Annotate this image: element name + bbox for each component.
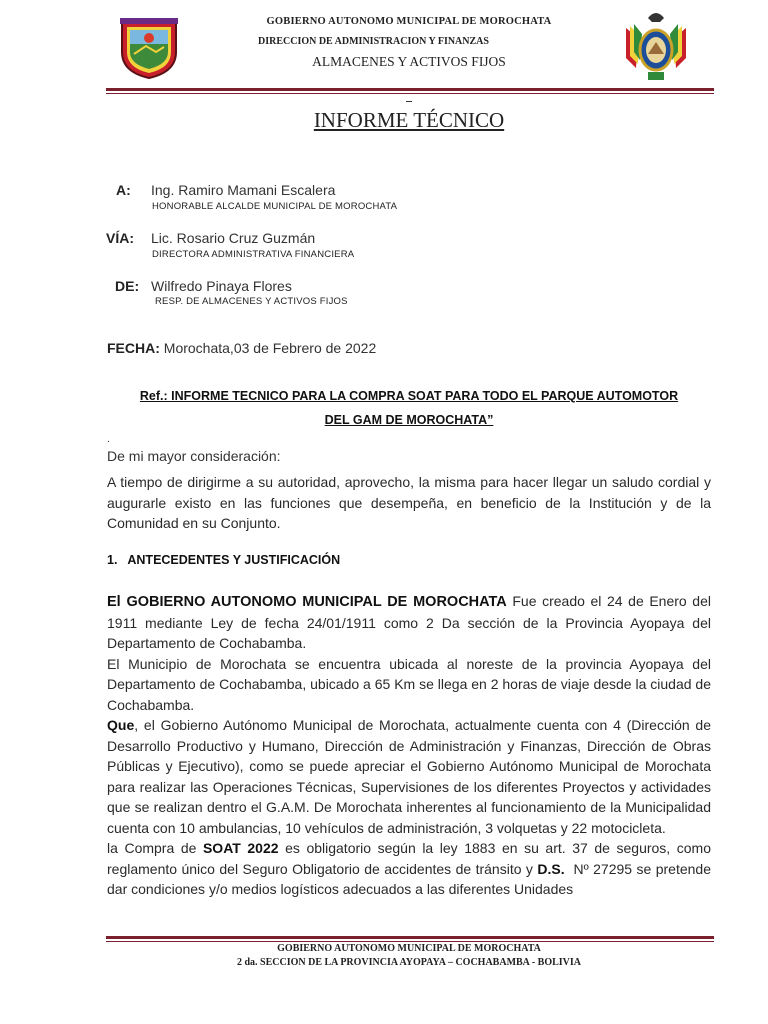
salutation: De mi mayor consideración: xyxy=(107,448,281,464)
footer-rule-thick xyxy=(106,936,714,939)
footer-rule-thin xyxy=(106,941,714,942)
paragraph-resources xyxy=(107,715,711,838)
founding-text: Fue creado el 24 de Enero del 1911 mediante Ley de fecha 24/01/1911 como 2 Da sección de la Provincia Ayopaya del Departamento de Cochabamba. xyxy=(107,593,711,651)
date-value: Morochata,03 de Febrero de 2022 xyxy=(163,340,377,356)
stray-dot: . xyxy=(107,434,110,445)
intro-paragraph: A tiempo de dirigirme a su autoridad, aprovecho, la misma para hacer llegar un saludo cordial y augurarle existo en las funciones que desempeña, en beneficio de la Institución y de la Comunidad en su Conjunto. xyxy=(107,474,711,531)
ds-keyword: D.S. xyxy=(537,860,565,877)
section-heading: 1. ANTECEDENTES Y JUSTIFICACIÓN xyxy=(107,553,341,567)
from-name: Wilfredo Pinaya Flores xyxy=(151,278,292,294)
reference-line-2: DEL GAM DE MOROCHATA” xyxy=(324,413,494,427)
reference-line-1: Ref.: INFORME TECNICO PARA LA COMPRA SOAT PARA TODO EL PARQUE AUTOMOTOR xyxy=(139,389,679,403)
paragraph-location: El Municipio de Morochata se encuentra ubicada al noreste de la provincia Ayopaya del Departamento de Cochabamba, ubicado a 65 Km se llega en 2 horas de viaje desde la ciudad de Cochabamba. xyxy=(107,655,711,713)
header-unit: ALMACENES Y ACTIVOS FIJOS xyxy=(312,54,506,69)
from-role: RESP. DE ALMACENES Y ACTIVOS FIJOS xyxy=(155,296,348,307)
paragraph-soat xyxy=(107,838,715,900)
date-line xyxy=(107,340,376,356)
soat-text-e: Nº 27295 se pretende dar condiciones y/o medios logísticos adecuados a las diferentes Unidades xyxy=(107,860,715,897)
que-keyword: Que xyxy=(107,717,135,733)
paragraph-founding xyxy=(107,591,711,654)
title-mark xyxy=(406,101,412,102)
document-title: INFORME TÉCNICO xyxy=(313,108,505,132)
header-rule-thick xyxy=(106,88,714,91)
resources-text: , el Gobierno Autónomo Municipal de Morochata, actualmente cuenta con 4 (Dirección de Desarrollo Productivo y Humano, Dirección de Administración y Finanzas, Dirección de Obras Públicas y Ejecutivo), como se puede apreciar el Gobierno Autónomo Municipal de Morochata para realizar las Operaciones Técnicas, Supervisiones de los diferentes Proyectos y actividades que se realizan dentro el G.A.M. De Morochata inherentes al funcionamiento de la Municipalidad cuenta con 10 ambulancias, 10 vehículos de administración, 3 volquetas y 22 motocicleta. xyxy=(107,717,711,836)
footer-institution: GOBIERNO AUTONOMO MUNICIPAL DE MOROCHATA xyxy=(277,943,541,954)
via-name: Lic. Rosario Cruz Guzmán xyxy=(151,230,316,246)
body-text xyxy=(107,591,715,900)
to-role: HONORABLE ALCALDE MUNICIPAL DE MOROCHATA xyxy=(152,201,398,212)
via-role: DIRECTORA ADMINISTRATIVA FINANCIERA xyxy=(152,249,355,260)
to-name: Ing. Ramiro Mamani Escalera xyxy=(151,182,336,198)
header-direction: DIRECCION DE ADMINISTRACION Y FINANZAS xyxy=(258,36,489,47)
header-institution: GOBIERNO AUTONOMO MUNICIPAL DE MOROCHATA xyxy=(266,16,552,27)
date-label: FECHA: xyxy=(107,340,160,356)
soat-text-a: la Compra de xyxy=(107,840,203,856)
footer-address: 2 da. SECCION DE LA PROVINCIA AYOPAYA – COCHABAMBA - BOLIVIA xyxy=(236,957,582,968)
soat-year: SOAT 2022 xyxy=(202,840,279,856)
from-label: DE: xyxy=(115,278,140,294)
municipality-name: El GOBIERNO AUTONOMO MUNICIPAL DE MOROCHATA xyxy=(107,594,507,610)
soat-text-c: es obligatorio según la ley 1883 en su art. 37 de seguros, como reglamento único del Seguro Obligatorio de accidentes de tránsito y xyxy=(107,840,711,877)
to-label: A: xyxy=(116,182,131,198)
header-rule-thin xyxy=(106,93,714,94)
via-label: VÍA: xyxy=(106,230,134,246)
